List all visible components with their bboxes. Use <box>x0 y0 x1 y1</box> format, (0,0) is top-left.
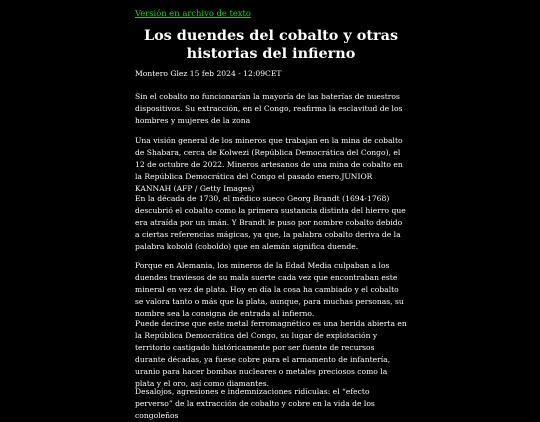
article-paragraph: Puede decirse que este metal ferromagnético es una herida abierta en la República Democrática del Congo, su lugar de explotación y territorio castigado históricamente por ser fuente de recursos durante décadas, ya fuese cobre para el armamento de infantería, uranio para hacer bombas nucleares o metales preciosos como la plata y el oro, así como diamantes. <box>135 319 407 388</box>
article-paragraph: Porque en Alemania, los mineros de la Edad Media culpaban a los duendes traviesos de su mala suerte cada vez que encontraban este mineral en vez de plata. Hoy en día la cosa ha cambiado y el cobalto se valora tanto o más que la plata, aunque, para muchas personas, su nombre sea la consigna de entrada al infierno. <box>135 261 404 318</box>
related-headline: Desalojos, agresiones e indemnizaciones ridículas: el “efecto perverso” de la extracción de cobalto y cobre en la vida de los congoleños <box>135 387 375 420</box>
article-title: Los duendes del cobalto y otras historias del infierno <box>143 27 399 62</box>
article-subtitle: Sin el cobalto no funcionarían la mayoría de las baterías de nuestros dispositivos. Su extracción, en el Congo, reafirma la esclavitud de los hombres y mujeres de la zona <box>135 92 403 125</box>
article-byline: Montero Glez 15 feb 2024 - 12:09CET <box>135 69 282 78</box>
text-version-link[interactable]: Versión en archivo de texto <box>135 8 251 18</box>
photo-caption: Una visión general de los mineros que trabajan en la mina de cobalto de Shabara, cerca de Kolwezi (República Democrática del Congo), el 12 de octubre de 2022. Mineros artesanos de una mina de cobalto en la República Democrática del Congo el pasado enero.JUNIOR KANNAH (AFP / Getty Images) <box>135 136 403 193</box>
article-paragraph: En la década de 1730, el médico sueco Georg Brandt (1694-1768) descubrió el cobalto como la primera sustancia distinta del hierro que era atraída por un imán. Y Brandt le puso por nombre cobalto debido a ciertas referencias mágicas, ya que, la palabra cobalto deriva de la palabra kobold (coboldo) que en alemán significa duende. <box>135 194 406 251</box>
